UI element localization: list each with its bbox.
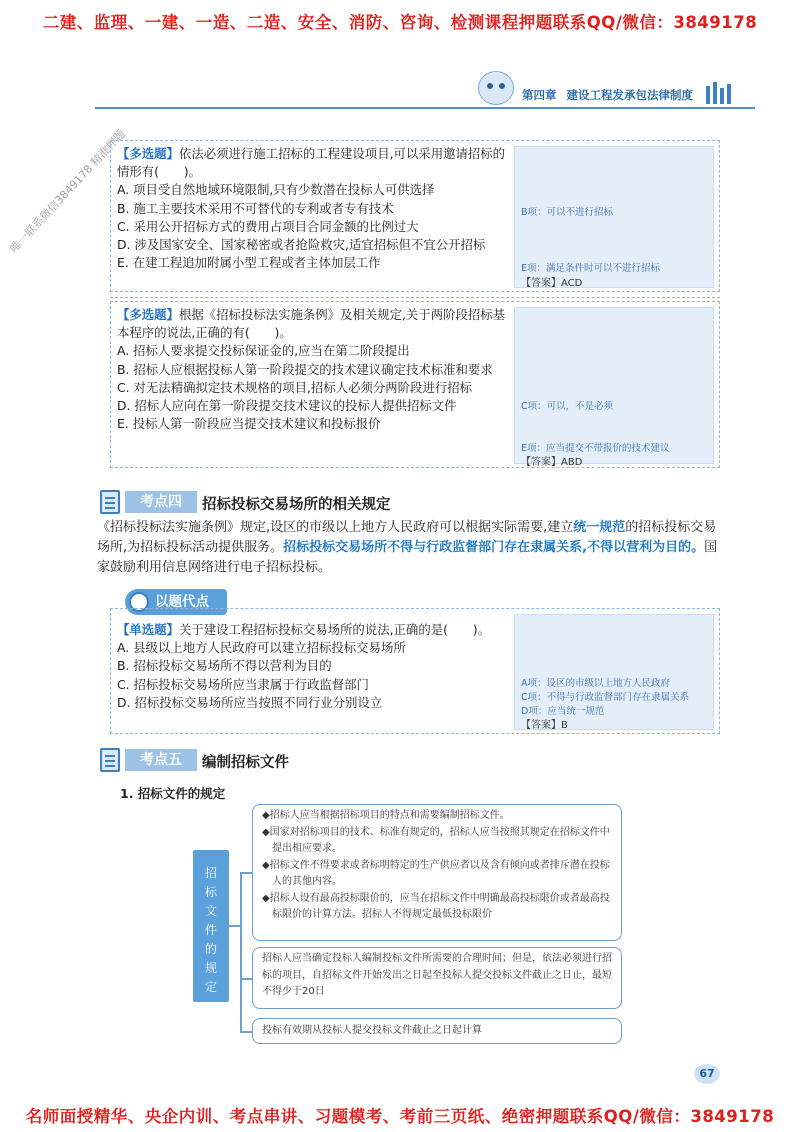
chapter-header [95, 83, 755, 109]
answer-note: A项：设区的市级以上地方人民政府 [521, 678, 670, 689]
answer-key: 【答案】B [521, 720, 568, 731]
connector-line [240, 1031, 252, 1033]
diagram-center-node: 招 标 文 件 的 规 定 [193, 850, 229, 1002]
key-point-4-heading [100, 490, 720, 516]
key-point-4-text: 《招标投标法实施条例》规定,设区的市级以上地方人民政府可以根据实际需要,建立统一规范的招标投标交易场所,为招标投标活动提供服务。招标投标交易场所不得与行政监督部门存在隶属关系,不得以营利为目的。国家鼓励利用信息网络进行电子招标投标。 [97, 520, 718, 575]
question-stem: 【单选题】关于建设工程招标投标交易场所的说法,正确的是( )。 [117, 622, 490, 637]
answer-note: E项：应当提交不带报价的技术建议 [521, 443, 670, 454]
option-a: A. 项目受自然地域环境限制,只有少数潜在投标人可供选择 [117, 182, 435, 198]
answer-note: C项：可以，不是必须 [521, 401, 614, 412]
key-point-title: 招标投标交易场所的相关规定 [202, 497, 391, 513]
option-b: B. 施工主要技术采用不可替代的专利或者专有技术 [117, 200, 394, 216]
key-point-label: 考点四 [125, 491, 197, 513]
books-icon [705, 79, 735, 105]
subheading: 1. 招标文件的规定 [120, 786, 226, 801]
chapter-title: 建设工程发承包法律制度 [566, 88, 693, 102]
document-icon [100, 748, 120, 772]
connector-line [240, 872, 242, 1032]
option-d: D. 招标投标交易场所应当按照不同行业分别设立 [117, 694, 383, 710]
practice-banner: 以题代点 [125, 589, 227, 615]
answer-note: E项：满足条件时可以不进行招标 [521, 263, 661, 274]
question-stem: 【多选题】依法必须进行施工招标的工程建设项目,可以采用邀请招标的情形有( )。 [117, 146, 506, 180]
question-box-1 [110, 140, 720, 292]
option-d: D. 招标人应向在第一阶段提交技术建议的投标人提供招标文件 [117, 398, 457, 414]
diagram-box-time: 招标人应当确定投标人编制投标文件所需要的合理时间；但是，依法必须进行招标的项目，自招标文件开始发出之日起至投标人提交投标文件截止之日止，最短不得少于20日 [252, 947, 622, 1009]
answer-note: D项：应当统一规范 [521, 706, 605, 717]
rule-item: ◆国家对招标项目的技术、标准有规定的，招标人应当按照其规定在招标文件中提出相应要求。 [262, 826, 610, 854]
question-tag: 【多选题】 [117, 307, 179, 322]
rule-item: ◆招标人设有最高投标限价的，应当在招标文件中明确最高投标限价或者最高投标限价的计算方法。招标人不得规定最低投标限价 [262, 892, 610, 920]
question-2 [117, 306, 509, 433]
option-b: B. 招标投标交易场所不得以营利为目的 [117, 658, 332, 674]
rule-item: ◆招标人应当根据招标项目的特点和需要编制招标文件。 [262, 810, 510, 821]
answer-panel-2 [514, 307, 714, 468]
rule-item: ◆招标文件不得要求或者标明特定的生产供应者以及含有倾向或者排斥潜在投标人的其他内容。 [262, 859, 610, 887]
option-e: E. 在建工程追加附属小型工程或者主体加层工作 [117, 255, 381, 271]
key-point-title: 编制招标文件 [202, 755, 289, 771]
answer-key: 【答案】ACD [521, 278, 583, 289]
answer-note: C项：不得与行政监督部门存在隶属关系 [521, 692, 690, 703]
connector-line [240, 978, 252, 980]
option-c: C. 对无法精确拟定技术规格的项目,招标人必须分两阶段进行招标 [117, 379, 473, 395]
diagram-box-rules [252, 804, 622, 941]
question-1 [117, 145, 509, 272]
option-a: A. 县级以上地方人民政府可以建立招标投标交易场所 [117, 640, 406, 656]
dashed-divider [110, 297, 720, 298]
key-point-label: 考点五 [125, 749, 197, 771]
chapter-number: 第四章 [522, 88, 557, 102]
answer-note: B项：可以不进行招标 [521, 207, 614, 218]
connector-line [240, 872, 252, 874]
question-stem: 【多选题】根据《招标投标法实施条例》及相关规定,关于两阶段招标基本程序的说法,正确的有( )。 [117, 307, 506, 341]
bottom-promo-banner: 名师面授精华、央企内训、考点串讲、习题模考、考前三页纸、绝密押题联系QQ/微信：3849178 [25, 1107, 775, 1126]
option-e: E. 投标人第一阶段应当提交技术建议和投标报价 [117, 416, 381, 432]
top-promo-banner: 二建、监理、一建、一造、二造、安全、消防、咨询、检测课程押题联系QQ/微信：3849178 [42, 13, 758, 32]
option-c: C. 采用公开招标方式的费用占项目合同金额的比例过大 [117, 218, 419, 234]
answer-panel-1 [514, 146, 714, 288]
highlight: 招标投标交易场所不得与行政监督部门存在隶属关系,不得以营利为目的。 [283, 540, 705, 555]
page-number: 67 [694, 1064, 720, 1084]
option-c: C. 招标投标交易场所应当隶属于行政监督部门 [117, 676, 369, 692]
question-3 [117, 621, 509, 712]
answer-key: 【答案】ABD [521, 457, 583, 468]
mascot-icon [478, 71, 514, 105]
answer-panel-3 [514, 614, 714, 730]
question-box-2 [110, 301, 720, 468]
watermark: 唯一联系微信3849178 精准押题 [7, 127, 128, 256]
connector-line [229, 925, 240, 927]
diagram-box-validity: 投标有效期从投标人提交投标文件截止之日起计算 [252, 1018, 622, 1044]
question-tag: 【多选题】 [117, 146, 179, 161]
key-point-5-heading [100, 748, 720, 774]
option-b: B. 招标人应根据投标人第一阶段提交的技术建议确定技术标准和要求 [117, 361, 493, 377]
question-tag: 【单选题】 [117, 622, 179, 637]
document-icon [100, 490, 120, 514]
question-box-3 [110, 608, 720, 734]
option-a: A. 招标人要求提交投标保证金的,应当在第二阶段提出 [117, 343, 410, 359]
option-d: D. 涉及国家安全、国家秘密或者抢险救灾,适宜招标但不宜公开招标 [117, 237, 486, 253]
highlight: 统一规范 [573, 520, 626, 535]
